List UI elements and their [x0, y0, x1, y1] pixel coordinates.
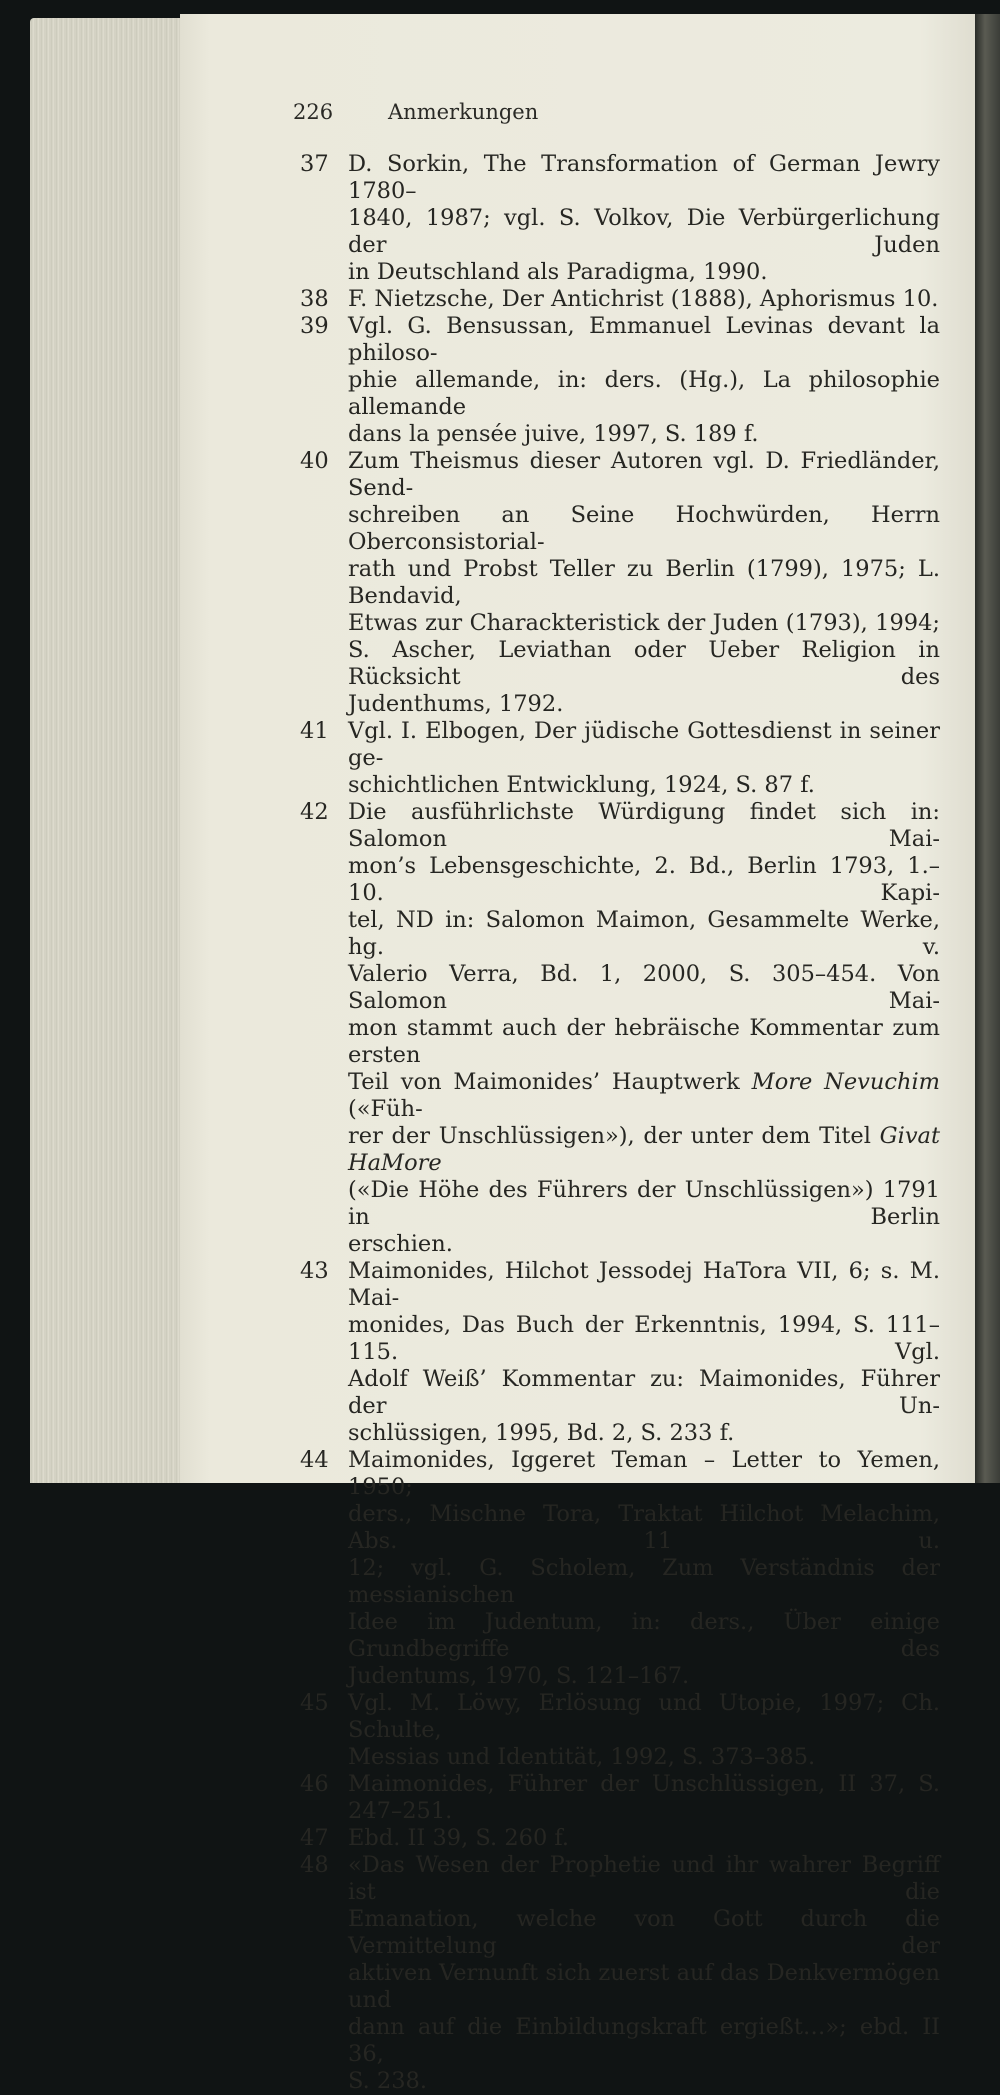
endnote-number: 38	[300, 286, 329, 312]
endnotes-list	[300, 151, 940, 2095]
endnote-line: Die ausführlichste Würdigung findet sich in: Salomon Mai-	[348, 799, 940, 852]
endnote-line: S. 238.	[348, 2068, 428, 2094]
italic-title: More Nevuchim	[751, 1069, 940, 1095]
endnote-line: 12; vgl. G. Scholem, Zum Verständnis der messianischen	[348, 1555, 940, 1608]
endnote-text	[348, 1825, 940, 1852]
book-page-edges	[30, 18, 190, 1483]
endnote	[300, 151, 940, 286]
endnote-number: 42	[300, 799, 329, 825]
endnote-line: Valerio Verra, Bd. 1, 2000, S. 305–454. Von Salomon Mai-	[348, 961, 940, 1014]
endnote	[300, 1852, 940, 2095]
endnote-number: 48	[300, 1852, 329, 1878]
page-number: 226	[293, 100, 334, 124]
endnote-line: mon stammt auch der hebräische Kommentar zum ersten	[348, 1015, 940, 1068]
endnote	[300, 1690, 940, 1771]
endnote-line: Vgl. I. Elbogen, Der jüdische Gottesdienst in seiner ge-	[348, 718, 940, 771]
endnote-line: Adolf Weiß’ Kommentar zu: Maimonides, Führer der Un-	[348, 1366, 940, 1419]
endnote-line: schreiben an Seine Hochwürden, Herrn Oberconsistorial-	[348, 502, 940, 555]
endnote-line: Ebd. II 39, S. 260 f.	[348, 1825, 570, 1851]
endnote	[300, 1771, 940, 1825]
endnote-text	[348, 286, 940, 313]
endnote-number: 41	[300, 718, 329, 744]
endnote	[300, 799, 940, 1258]
endnote-line: rath und Probst Teller zu Berlin (1799), 1975; L. Bendavid,	[348, 556, 940, 609]
endnote-number: 47	[300, 1825, 329, 1851]
endnote-line: Maimonides, Führer der Unschlüssigen, II 37, S. 247–251.	[348, 1771, 940, 1824]
endnote-number: 45	[300, 1690, 329, 1716]
endnote-line: monides, Das Buch der Erkenntnis, 1994, S. 111–115. Vgl.	[348, 1312, 940, 1365]
endnote-line: Judenthums, 1792.	[348, 691, 564, 717]
running-title: Anmerkungen	[388, 100, 539, 124]
endnote-line: rer der Unschlüssigen»), der unter dem Titel Givat HaMore	[348, 1123, 940, 1176]
endnote-text	[348, 1771, 940, 1825]
endnote-line: dann auf die Einbildungskraft ergießt…»; ebd. II 36,	[348, 2014, 940, 2067]
endnote-line: mon’s Lebensgeschichte, 2. Bd., Berlin 1793, 1.–10. Kapi-	[348, 853, 940, 906]
endnote-number: 40	[300, 448, 329, 474]
endnote-line: schichtlichen Entwicklung, 1924, S. 87 f.	[348, 772, 815, 798]
endnote-line: Zum Theismus dieser Autoren vgl. D. Friedländer, Send-	[348, 448, 940, 501]
endnote-line: Maimonides, Hilchot Jessodej HaTora VII, 6; s. M. Mai-	[348, 1258, 940, 1311]
endnote	[300, 313, 940, 448]
endnote	[300, 718, 940, 799]
book-cover-edge	[975, 14, 1000, 1483]
endnote-line: schlüssigen, 1995, Bd. 2, S. 233 f.	[348, 1420, 735, 1446]
endnote-line: in Deutschland als Paradigma, 1990.	[348, 259, 768, 285]
endnote-number: 37	[300, 151, 329, 177]
endnote-text	[348, 718, 940, 799]
endnote-line: Idee im Judentum, in: ders., Über einige Grundbegriffe des	[348, 1609, 940, 1662]
endnote-line: D. Sorkin, The Transformation of German Jewry 1780–	[348, 151, 940, 204]
endnote-line: ders., Mischne Tora, Traktat Hilchot Melachim, Abs. 11 u.	[348, 1501, 940, 1554]
endnote-text	[348, 1258, 940, 1447]
endnote	[300, 1258, 940, 1447]
endnote-text	[348, 151, 940, 286]
endnote-number: 39	[300, 313, 329, 339]
endnote-text	[348, 1690, 940, 1771]
endnote-text	[348, 1447, 940, 1690]
endnote-line: S. Ascher, Leviathan oder Ueber Religion in Rücksicht des	[348, 637, 940, 690]
endnote-line: Teil von Maimonides’ Hauptwerk More Nevuchim («Füh-	[348, 1069, 940, 1122]
endnote-line: «Das Wesen der Prophetie und ihr wahrer Begriff ist die	[348, 1852, 940, 1905]
endnote-line: Maimonides, Iggeret Teman – Letter to Yemen, 1950;	[348, 1447, 940, 1500]
endnote-line: («Die Höhe des Führers der Unschlüssigen») 1791 in Berlin	[348, 1177, 940, 1230]
italic-title: Givat HaMore	[348, 1123, 940, 1176]
endnote-line: Etwas zur Charackteristick der Juden (1793), 1994;	[348, 610, 940, 636]
endnote-line: Vgl. M. Löwy, Erlösung und Utopie, 1997; Ch. Schulte,	[348, 1690, 940, 1743]
endnote-line: F. Nietzsche, Der Antichrist (1888), Aphorismus 10.	[348, 286, 939, 312]
endnote	[300, 448, 940, 718]
endnote-line: Emanation, welche von Gott durch die Vermittelung der	[348, 1906, 940, 1959]
endnote-line: dans la pensée juive, 1997, S. 189 f.	[348, 421, 759, 447]
endnote-text	[348, 799, 940, 1258]
endnote-line: tel, ND in: Salomon Maimon, Gesammelte Werke, hg. v.	[348, 907, 940, 960]
endnote-text	[348, 313, 940, 448]
endnote-line: Messias und Identität, 1992, S. 373–385.	[348, 1744, 816, 1770]
endnote-text	[348, 1852, 940, 2095]
endnote-text	[348, 448, 940, 718]
endnote-line: phie allemande, in: ders. (Hg.), La philosophie allemande	[348, 367, 940, 420]
endnote	[300, 1825, 940, 1852]
endnote	[300, 1447, 940, 1690]
endnote-line: erschien.	[348, 1231, 453, 1257]
endnote-number: 46	[300, 1771, 329, 1797]
endnote-line: 1840, 1987; vgl. S. Volkov, Die Verbürgerlichung der Juden	[348, 205, 940, 258]
endnote-line: Judentums, 1970, S. 121–167.	[348, 1663, 690, 1689]
endnote-line: Vgl. G. Bensussan, Emmanuel Levinas devant la philoso-	[348, 313, 940, 366]
endnote	[300, 286, 940, 313]
endnote-number: 44	[300, 1447, 329, 1473]
endnote-number: 43	[300, 1258, 329, 1284]
endnote-line: aktiven Vernunft sich zuerst auf das Denkvermögen und	[348, 1960, 940, 2013]
running-header	[293, 100, 538, 124]
